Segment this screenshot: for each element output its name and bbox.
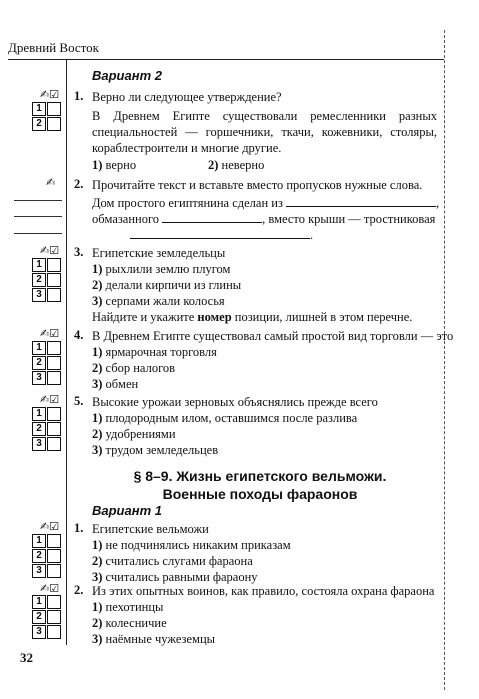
option (92, 537, 291, 553)
option-number: 2) (92, 616, 103, 630)
fill-blank[interactable] (130, 227, 310, 239)
option-text: удобрениями (105, 427, 176, 441)
answer-cell[interactable] (47, 595, 61, 609)
option (92, 293, 225, 309)
question-number: 1. (74, 89, 84, 103)
box-label: 3 (32, 564, 46, 578)
option-text: пехотинцы (105, 600, 164, 614)
fill-line-3 (92, 227, 442, 243)
instruction-emphasis: номер (197, 310, 232, 324)
box-label: 1 (32, 258, 46, 272)
answer-cell[interactable] (47, 258, 61, 272)
fill-text: Дом простого египтянина сделан из (92, 196, 283, 210)
option-number: 1) (92, 538, 103, 552)
option (92, 553, 253, 569)
option-text: верно (105, 158, 137, 172)
option (92, 277, 241, 293)
box-label: 2 (32, 610, 46, 624)
option-text: наёмные чужеземцы (105, 632, 216, 646)
option-number: 3) (92, 570, 103, 584)
option-text: трудом земледельцев (105, 443, 219, 457)
box-label: 1 (32, 595, 46, 609)
answer-cell[interactable] (47, 407, 61, 421)
option-text: рыхлили землю плугом (105, 262, 231, 276)
answer-cell[interactable] (47, 117, 61, 131)
pencil-check-icon: ✍☑ (40, 327, 60, 340)
variant-title: Вариант 1 (92, 503, 162, 518)
option (92, 631, 215, 647)
box-label: 1 (32, 534, 46, 548)
answer-boxes (32, 534, 61, 578)
option (92, 599, 163, 615)
side-answer-line[interactable] (14, 200, 62, 201)
option (92, 376, 138, 392)
side-answer-line[interactable] (14, 216, 62, 217)
fill-text: , вместо крыши — тростниковая (262, 212, 436, 226)
fill-line-2 (92, 211, 442, 227)
pencil-check-icon: ✍☑ (40, 88, 60, 101)
pencil-check-icon: ✍☑ (40, 582, 60, 595)
question-prompt: Высокие урожаи зерновых объяснялись прежде всего (92, 395, 378, 409)
option (208, 157, 264, 173)
option-text: ярмарочная торговля (105, 345, 217, 359)
option (92, 442, 218, 458)
cut-line (444, 30, 445, 690)
box-label: 3 (32, 288, 46, 302)
option-number: 2) (92, 278, 103, 292)
question-prompt: Верно ли следующее утверждение? (92, 90, 282, 104)
pencil-check-icon: ✍☑ (40, 393, 60, 406)
fill-text: , (436, 196, 440, 210)
answer-boxes (32, 258, 61, 302)
pencil-check-icon: ✍☑ (40, 244, 60, 257)
question-statement: В Древнем Египте существовали ремесленники разных специальностей — горшечники, ткачи, кожевники, столяры, кораблестроители и многие другие. (92, 109, 437, 155)
option-text: делали кирпичи из глины (105, 278, 242, 292)
box-label: 3 (32, 371, 46, 385)
page-number: 32 (20, 650, 33, 665)
option (92, 360, 175, 376)
box-label: 2 (32, 549, 46, 563)
answer-cell[interactable] (47, 437, 61, 451)
answer-cell[interactable] (47, 356, 61, 370)
option-number: 1) (92, 158, 103, 172)
option-number: 2) (92, 427, 103, 441)
option-number: 3) (92, 632, 103, 646)
section-title (80, 467, 440, 503)
box-label: 2 (32, 273, 46, 287)
pencil-check-icon: ✍☑ (40, 520, 60, 533)
option-number: 3) (92, 294, 103, 308)
answer-cell[interactable] (47, 549, 61, 563)
question-prompt: В Древнем Египте существовал самый простой вид торговли — это (92, 329, 454, 343)
fill-blank[interactable] (286, 195, 436, 207)
answer-cell[interactable] (47, 371, 61, 385)
option-text: серпами жали колосья (105, 294, 225, 308)
question-prompt: Египетские вельможи (92, 522, 209, 536)
fill-blank[interactable] (162, 211, 262, 223)
fill-line-1 (92, 195, 442, 211)
option (92, 157, 136, 173)
option (92, 344, 217, 360)
fill-text: . (310, 228, 314, 242)
box-label: 2 (32, 356, 46, 370)
option-number: 1) (92, 345, 103, 359)
option-number: 1) (92, 411, 103, 425)
option-number: 1) (92, 600, 103, 614)
answer-cell[interactable] (47, 102, 61, 116)
option-text: считались равными фараону (105, 570, 258, 584)
answer-cell[interactable] (47, 534, 61, 548)
question-prompt: Египетские земледельцы (92, 246, 226, 260)
pencil-icon: ✍ (46, 176, 56, 189)
option-text: обмен (105, 377, 139, 391)
box-label: 3 (32, 625, 46, 639)
variant-title: Вариант 2 (92, 68, 162, 83)
question-number: 2. (74, 583, 84, 597)
answer-boxes (32, 595, 61, 639)
answer-boxes (32, 102, 61, 131)
option-text: плодородным илом, оставшимся после разлива (105, 411, 358, 425)
box-label: 1 (32, 102, 46, 116)
question-number: 1. (74, 521, 84, 535)
option-text: неверно (221, 158, 265, 172)
option-text: считались слугами фараона (105, 554, 253, 568)
answer-cell[interactable] (47, 273, 61, 287)
box-label: 1 (32, 341, 46, 355)
option (92, 410, 357, 426)
section-title-line: Военные походы фараонов (162, 486, 358, 502)
option (92, 615, 167, 631)
option-text: колесничие (105, 616, 167, 630)
option (92, 426, 176, 442)
instruction-text: позиции, лишней в этом перечне. (231, 310, 413, 324)
box-label: 1 (32, 407, 46, 421)
option-number: 3) (92, 443, 103, 457)
answer-cell[interactable] (47, 625, 61, 639)
answer-cell[interactable] (47, 610, 61, 624)
answer-cell[interactable] (47, 341, 61, 355)
question-prompt: Из этих опытных воинов, как правило, состояла охрана фараона (92, 584, 435, 598)
option-text: не подчинялись никаким приказам (105, 538, 291, 552)
answer-cell[interactable] (47, 422, 61, 436)
margin-rule (66, 60, 67, 645)
option (92, 261, 230, 277)
option-number: 3) (92, 377, 103, 391)
question-number: 5. (74, 394, 84, 408)
option-number: 2) (92, 554, 103, 568)
question-number: 4. (74, 328, 84, 342)
question-number: 3. (74, 245, 84, 259)
side-answer-line[interactable] (14, 233, 62, 234)
option-number: 2) (92, 361, 103, 375)
header-rule (8, 59, 444, 60)
question-number: 2. (74, 177, 84, 191)
option-number: 2) (208, 158, 219, 172)
answer-boxes (32, 341, 61, 385)
section-title-line: § 8–9. Жизнь египетского вельможи. (133, 468, 387, 484)
option-number: 1) (92, 262, 103, 276)
option-text: сбор налогов (105, 361, 176, 375)
answer-boxes (32, 407, 61, 451)
fill-text: обмазанного (92, 212, 160, 226)
question-prompt: Прочитайте текст и вставьте вместо пропусков нужные слова. (92, 178, 423, 192)
running-head: Древний Восток (8, 40, 99, 55)
question-instruction (92, 309, 442, 325)
box-label: 2 (32, 422, 46, 436)
box-label: 2 (32, 117, 46, 131)
box-label: 3 (32, 437, 46, 451)
answer-cell[interactable] (47, 564, 61, 578)
instruction-text: Найдите и укажите (92, 310, 198, 324)
answer-cell[interactable] (47, 288, 61, 302)
